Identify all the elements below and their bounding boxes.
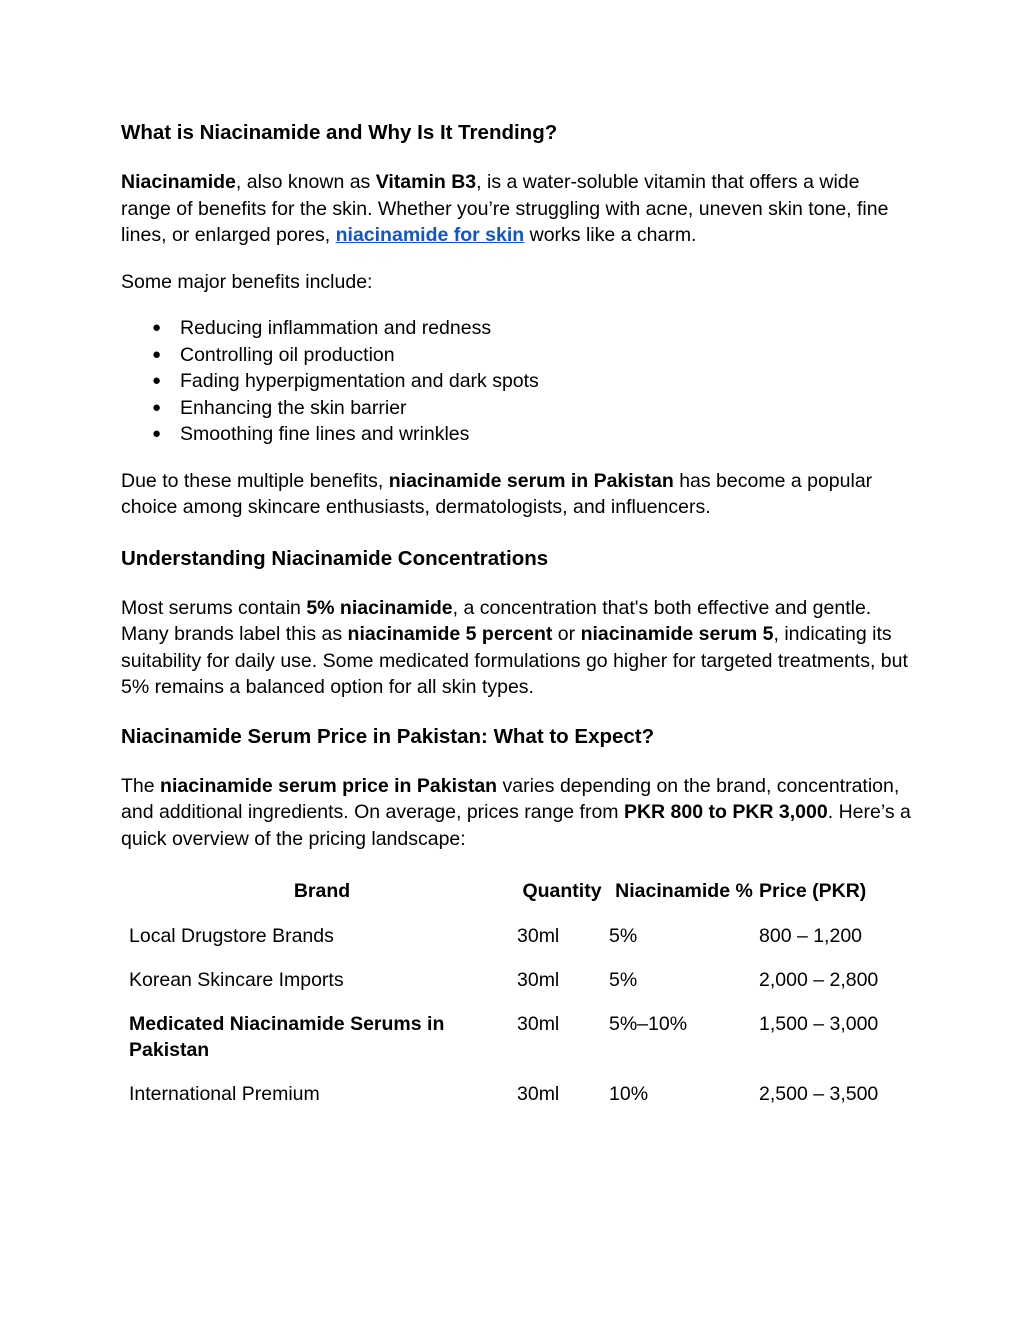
bold-price-pakistan: niacinamide serum price in Pakistan — [160, 774, 498, 797]
price-table — [121, 878, 901, 1125]
benefits-intro: Some major benefits include: — [121, 270, 373, 293]
intro-paragraph — [121, 169, 911, 249]
cell-price: 2,000 – 2,800 — [759, 968, 879, 991]
benefits-list — [121, 315, 911, 448]
conc-text-4: , indicating its suitability for daily use. Some medicated formulations go higher for targeted treatments, but 5% remains a balanced option for all skin types. — [121, 623, 908, 699]
cell-percent: 10% — [609, 1083, 649, 1106]
header-niacinamide-percent: Niacinamide % — [615, 880, 753, 903]
pricing-text-1: The — [121, 774, 161, 797]
popularity-text-2: has become a popular choice among skincare enthusiasts, dermatologists, and influencers. — [121, 469, 873, 519]
bold-5-percent: 5% niacinamide — [306, 596, 453, 619]
list-item — [121, 421, 911, 448]
table-row — [121, 923, 901, 967]
cell-percent: 5% — [609, 924, 638, 947]
cell-price: 1,500 – 3,000 — [759, 1012, 879, 1035]
cell-price: 2,500 – 3,500 — [759, 1083, 879, 1106]
bold-niacinamide: Niacinamide — [121, 171, 236, 193]
heading-concentrations: Understanding Niacinamide Concentrations — [121, 546, 549, 570]
pricing-text-2: varies depending on the brand, concentration, and additional ingredients. On average, prices range from — [121, 774, 900, 824]
pricing-paragraph — [121, 773, 911, 853]
document-content — [121, 119, 911, 1125]
concentrations-paragraph — [121, 595, 911, 701]
list-item — [121, 315, 911, 342]
intro-text-3: works like a charm. — [524, 224, 697, 246]
cell-percent: 5% — [609, 968, 638, 991]
heading-price-pakistan: Niacinamide Serum Price in Pakistan: What to Expect? — [121, 724, 655, 748]
table-header-row — [121, 878, 901, 923]
bullet-icon: ● — [152, 398, 162, 416]
cell-quantity: 30ml — [517, 1083, 560, 1106]
list-item-text: Controlling oil production — [180, 343, 395, 366]
list-item — [121, 368, 911, 395]
cell-brand: Korean Skincare Imports — [129, 968, 344, 991]
bold-serum-pakistan: niacinamide serum in Pakistan — [388, 469, 674, 492]
niacinamide-for-skin-link[interactable]: niacinamide for skin — [335, 224, 525, 246]
bullet-icon: ● — [152, 345, 162, 363]
table-row — [121, 1081, 901, 1125]
cell-quantity: 30ml — [517, 1012, 560, 1035]
bold-price-range: PKR 800 to PKR 3,000 — [623, 801, 828, 824]
cell-quantity: 30ml — [517, 924, 560, 947]
list-item-text: Enhancing the skin barrier — [180, 396, 407, 419]
bullet-icon: ● — [152, 425, 162, 443]
list-item-text: Fading hyperpigmentation and dark spots — [180, 370, 539, 393]
intro-text-2: , is a water-soluble vitamin that offers a wide range of benefits for the skin. Whether you’re struggling with acne, uneven skin tone, fine lines, or enlarged pores, — [121, 171, 889, 246]
intro-text-1: , also known as — [235, 171, 376, 193]
bold-vitamin-b3: Vitamin B3 — [375, 171, 477, 193]
bullet-icon: ● — [152, 319, 162, 336]
cell-percent: 5%–10% — [609, 1012, 688, 1035]
cell-quantity: 30ml — [517, 968, 560, 991]
cell-price: 800 – 1,200 — [759, 924, 863, 947]
cell-brand: Medicated Niacinamide Serums in Pakistan — [129, 1012, 445, 1062]
table-row — [121, 967, 901, 1011]
header-brand: Brand — [293, 880, 351, 903]
conc-text-1: Most serums contain — [121, 596, 307, 619]
heading-what-is-niacinamide: What is Niacinamide and Why Is It Trending? — [121, 121, 558, 144]
popularity-text-1: Due to these multiple benefits, — [121, 469, 389, 492]
header-quantity: Quantity — [522, 880, 602, 903]
header-price: Price (PKR) — [759, 880, 867, 903]
bold-5-percent-label: niacinamide 5 percent — [347, 623, 553, 646]
list-item — [121, 395, 911, 422]
list-item-text: Reducing inflammation and redness — [180, 317, 492, 339]
table-row — [121, 1011, 901, 1082]
conc-text-3: or — [552, 623, 581, 646]
list-item — [121, 342, 911, 369]
bullet-icon: ● — [152, 372, 162, 390]
popularity-paragraph — [121, 468, 911, 521]
cell-brand: International Premium — [129, 1083, 320, 1106]
cell-brand: Local Drugstore Brands — [129, 924, 334, 947]
bold-serum-5: niacinamide serum 5 — [580, 623, 774, 646]
conc-text-2: , a concentration that's both effective and gentle. Many brands label this as — [121, 596, 872, 646]
pricing-text-3: . Here’s a quick overview of the pricing landscape: — [121, 801, 911, 850]
list-item-text: Smoothing fine lines and wrinkles — [180, 423, 470, 446]
